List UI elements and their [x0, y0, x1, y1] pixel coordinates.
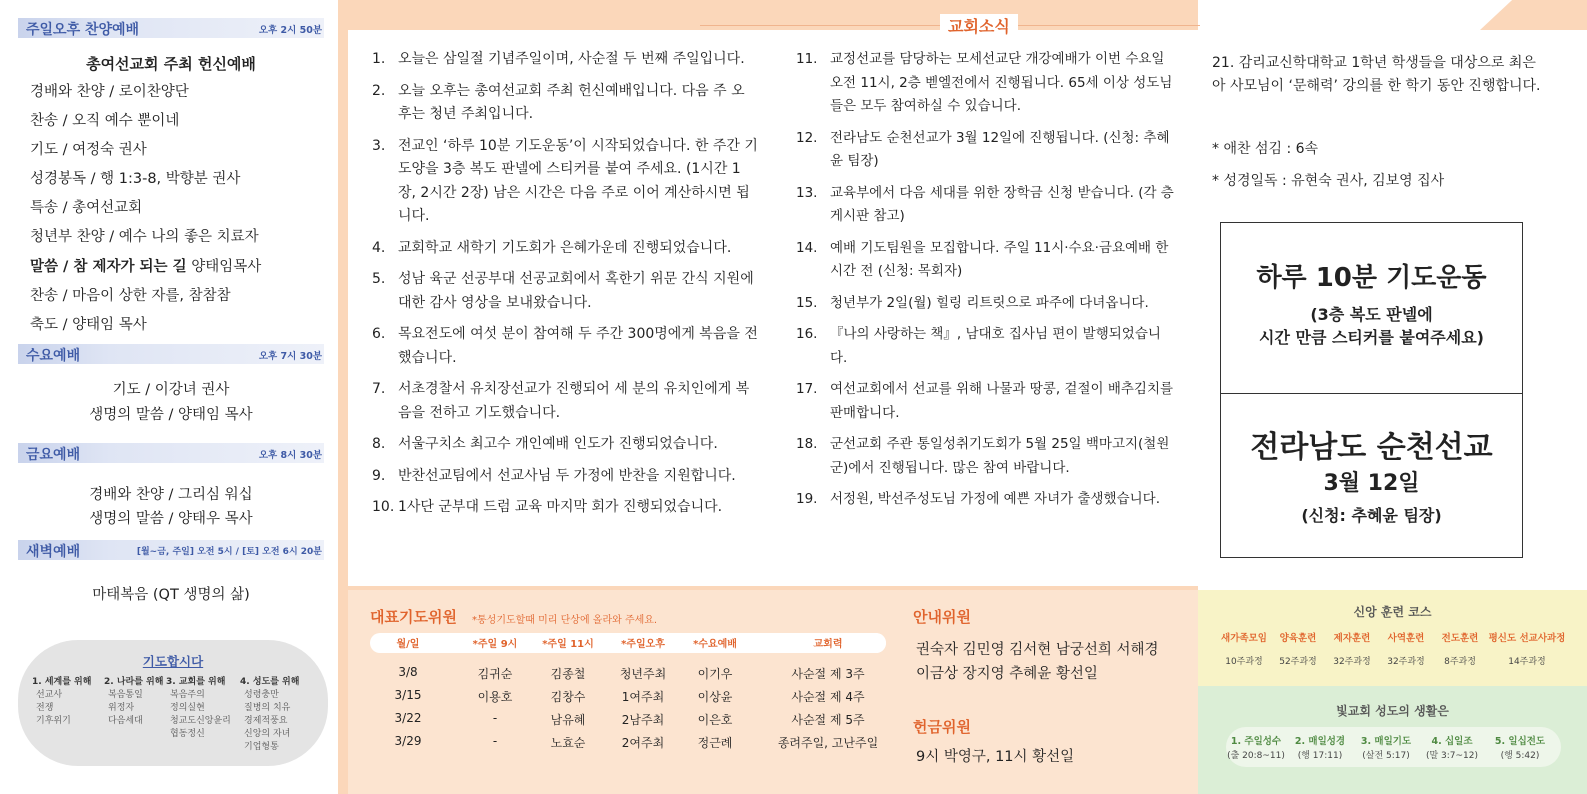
header-wed: *수요예배: [693, 639, 737, 650]
section-time: [월~금, 주일] 오전 5시 / [토] 오전 6시 20분: [136, 547, 322, 557]
course-name: 새가족모임: [1221, 633, 1267, 644]
prayer-item: 청교도신앙윤리: [170, 716, 231, 726]
news-number: 11.: [796, 51, 818, 67]
prayer-column: [32, 676, 106, 728]
news-text: 교회학교 새학기 기도회가 은혜가운데 진행되었습니다.: [398, 239, 732, 256]
prayer-column: [240, 676, 314, 754]
news-text: 서울구치소 최고수 개인예배 인도가 진행되었습니다.: [398, 436, 718, 452]
news-number: 5.: [372, 271, 386, 287]
sermon-row: [30, 255, 261, 276]
program-row: 기도 / 이강녀 권사: [112, 382, 230, 398]
prayer-column-head: 1. 세계를 위해: [32, 677, 92, 687]
mission-title: 전라남도 순천선교: [1250, 430, 1493, 465]
program-row: 경배와 찬양 / 로이찬양단: [30, 84, 189, 100]
course-name: 양육훈련: [1279, 633, 1317, 644]
life-item-ref: (살전 5:17): [1362, 751, 1410, 761]
course-name: 전도훈련: [1441, 633, 1479, 644]
wednesday-header: [18, 344, 324, 364]
course-length: 8주과정: [1444, 657, 1476, 667]
news-item: [372, 496, 758, 520]
news-item: [372, 237, 758, 261]
news-item: [796, 433, 1176, 480]
program-row: 기도 / 여정숙 권사: [30, 142, 147, 158]
course-length: 10주과정: [1225, 657, 1263, 667]
course-length: 32주과정: [1387, 657, 1425, 667]
life-item-name: 2. 매일성경: [1294, 736, 1346, 747]
table-cell: 이용호: [477, 690, 513, 704]
news-text: 1사단 군부대 드럼 교육 마지막 회가 진행되었습니다.: [398, 499, 723, 515]
table-cell: 김창수: [550, 690, 586, 704]
news-number: 8.: [372, 436, 386, 452]
life-title: 빛교회 성도의 생활은: [1336, 704, 1449, 718]
news-number: 9.: [372, 467, 386, 484]
news-text: 교육부에서 다음 세대를 위한 장학금 신청 받습니다. (각 층 게시판 참고): [830, 184, 1174, 224]
course-name: 제자훈련: [1333, 633, 1371, 644]
life-item-name: 3. 매일기도: [1360, 736, 1412, 747]
header-sunpm: *주일오후: [621, 639, 665, 650]
offering-line: 9시 박영구, 11시 황선일: [916, 749, 1075, 765]
news-text: 『나의 사랑하는 책』, 남대호 집사님 편이 발행되었습니다.: [830, 326, 1161, 366]
mission-contact: (신청: 추혜윤 팀장): [1301, 506, 1442, 525]
news-number: 13.: [796, 184, 818, 201]
news-item-21: 21. 감리교신학대학교 1학년 학생들을 대상으로 최은아 사모님이 ‘문해력’ 강의를 한 학기 동안 진행합니다.: [1212, 55, 1541, 94]
news-item: [372, 48, 758, 72]
news-number: 4.: [372, 239, 386, 256]
section-title: 새벽예배: [26, 544, 81, 560]
table-cell: 이상윤: [697, 690, 733, 704]
prayer-item: 기후위기: [36, 716, 71, 726]
program-row: 생명의 말씀 / 양태임 목사: [89, 407, 253, 423]
service-title: 총여선교회 주최 헌신예배: [86, 55, 256, 73]
news-text: 성남 육군 선공부대 선공교회에서 혹한기 위문 간식 지원에 대한 감사 영상을 보내왔습니다.: [398, 271, 754, 311]
news-item: [372, 465, 758, 489]
news-number: 15.: [796, 294, 818, 311]
news-number: 7.: [372, 381, 386, 397]
news-text: 오늘은 삼일절 기념주일이며, 사순절 두 번째 주일입니다.: [398, 51, 745, 67]
campaign-sub: 시간 만큼 스티커를 붙여주세요): [1259, 328, 1484, 347]
header-date: 월/일: [396, 639, 420, 650]
table-cell: 3/15: [394, 688, 422, 702]
program-row: 경배와 찬양 / 그리심 워십: [89, 487, 253, 503]
news-item: [372, 378, 758, 425]
prayer-item: 복음통일: [108, 690, 143, 700]
program-row: 특송 / 총여선교회: [30, 200, 143, 216]
prayer-item: 성령충만: [244, 690, 279, 700]
news-text: 전교인 ‘하루 10분 기도운동’이 시작되었습니다. 한 주간 기도양을 3층 복도 판넬에 스티커를 붙여 주세요. (1시간 1장, 2시간 2장) 남은 시간은 다음 주로 이어 계산하시면 됩니다.: [398, 137, 758, 224]
sunday-pm-header: [18, 18, 324, 38]
prayer-item: 기업형통: [244, 742, 279, 752]
program-row: 찬송 / 마음이 상한 자를, 참참참: [30, 288, 231, 304]
sermon-speaker: 양태임목사: [191, 259, 262, 275]
fellowship-note: * 애찬 섬김 : 6속: [1212, 141, 1319, 157]
news-number: 19.: [796, 491, 818, 507]
news-number: 6.: [372, 326, 386, 342]
news-text: 교정선교를 담당하는 모세선교단 개강예배가 이번 수요일 오전 11시, 2층 벧엘전에서 진행됩니다. 65세 이상 성도님들은 모두 참여하실 수 있습니다.: [830, 51, 1173, 114]
table-cell: -: [492, 734, 498, 748]
news-item: [796, 48, 1176, 119]
mission-box: [1220, 393, 1523, 558]
news-item: [372, 135, 758, 229]
program-row: 생명의 말씀 / 양태우 목사: [89, 511, 253, 527]
table-cell: 이기우: [697, 667, 733, 681]
campaign-title: 하루 10분 기도운동: [1256, 263, 1487, 293]
news-number: 16.: [796, 326, 818, 342]
header-sun9: *주일 9시: [472, 639, 518, 650]
news-text: 서정원, 박선주성도님 가정에 예쁜 자녀가 출생했습니다.: [830, 491, 1160, 507]
life-item-name: 5. 일십전도: [1494, 736, 1546, 747]
program-row: 마태복음 (QT 생명의 삶): [92, 587, 250, 603]
table-cell: 3/22: [394, 711, 422, 725]
news-text: 반찬선교팀에서 선교사님 두 가정에 반찬을 지원합니다.: [398, 467, 736, 484]
news-text: 여선교회에서 선교를 위해 나물과 땅콩, 겉절이 배추김치를 판매합니다.: [830, 381, 1174, 421]
prayer-item: 다음세대: [108, 716, 143, 726]
news-item: [796, 127, 1176, 174]
life-item-ref: (출 20:8~11): [1227, 751, 1285, 761]
table-cell: 정근례: [697, 736, 733, 750]
program-row: 성경봉독 / 행 1:3-8, 박향분 권사: [30, 171, 241, 187]
news-text: 오늘 오후는 총여선교회 주최 헌신예배입니다. 다음 주 오후는 청년 주최입니다.: [398, 82, 745, 122]
prayer-column: [166, 676, 240, 741]
prayer-column-head: 2. 나라를 위해: [104, 677, 164, 687]
prayer-item: 전쟁: [36, 703, 54, 713]
news-item: [796, 182, 1176, 229]
news-column-1: [372, 48, 758, 528]
dawn-header: [18, 540, 324, 560]
life-item-ref: (행 17:11): [1297, 751, 1343, 761]
ushers-line: 권숙자 김민영 김서현 남궁선희 서해경: [916, 642, 1159, 658]
life-item-ref: (말 3:7~12): [1425, 751, 1479, 761]
prayer-leaders-title: 대표기도위원: [370, 608, 457, 626]
program-row: 청년부 찬양 / 예수 나의 좋은 치료자: [30, 229, 259, 245]
table-cell: 김귀순: [477, 667, 513, 681]
table-cell: 1여주최: [621, 690, 665, 704]
table-cell: 사순절 제 3주: [791, 667, 865, 681]
header-calendar: 교회력: [813, 639, 843, 650]
news-item: [796, 378, 1176, 425]
table-cell: 김종철: [550, 667, 586, 681]
training-title: 신앙 훈련 코스: [1353, 605, 1432, 619]
table-cell: 3/29: [394, 734, 422, 748]
program-row: 찬송 / 오직 예수 뿐이네: [30, 113, 180, 129]
course-name: 사역훈련: [1387, 633, 1425, 644]
table-cell: 사순절 제 5주: [791, 713, 865, 727]
news-number: 10.: [372, 499, 395, 515]
section-time: 오후 7시 30분: [258, 351, 322, 362]
section-time: 오후 2시 50분: [258, 25, 322, 36]
sermon-label: 말씀 / 참 제자가 되는 길: [30, 259, 187, 275]
campaign-sub: (3층 복도 판넬에: [1310, 305, 1433, 324]
table-cell: -: [492, 711, 498, 725]
news-text: 청년부가 2일(월) 힐링 리트릿으로 파주에 다녀옵니다.: [830, 294, 1149, 311]
news-text: 예배 기도팀원을 모집합니다. 주일 11시·수요·금요예배 한 시간 전 (신청: 목회자): [830, 239, 1169, 279]
section-time: 오후 8시 30분: [258, 450, 322, 461]
table-cell: 사순절 제 4주: [791, 690, 865, 704]
news-text: 목요전도에 여섯 분이 참여해 두 주간 300명에게 복음을 전했습니다.: [398, 326, 758, 366]
table-cell: 종려주일, 고난주일: [777, 736, 879, 750]
prayer-campaign-box: [1220, 222, 1523, 394]
news-number: 17.: [796, 381, 818, 397]
prayer-leaders-note: *통성기도할때 미리 단상에 올라와 주세요.: [472, 615, 658, 626]
prayer-item: 선교사: [36, 690, 63, 700]
course-length: 52주과정: [1279, 657, 1317, 667]
table-cell: 3/8: [398, 665, 418, 679]
ushers-title: 안내위원: [913, 608, 971, 626]
prayer-item: 복음주의: [170, 690, 205, 700]
bible-reading-note: * 성경일독 : 유현숙 권사, 김보영 집사: [1212, 173, 1445, 189]
prayer-item: 협동정신: [170, 729, 205, 739]
prayer-item: 신앙의 자녀: [244, 729, 291, 739]
ushers-line: 이금상 장지영 추혜윤 황선일: [916, 666, 1098, 682]
section-title: 수요예배: [26, 348, 81, 364]
offering-title: 헌금위원: [913, 718, 971, 736]
table-cell: 노효순: [550, 736, 586, 750]
news-title: 교회소식: [940, 14, 1018, 37]
news-item: [796, 237, 1176, 284]
news-item: [796, 323, 1176, 370]
worship-schedule-column: [0, 0, 340, 794]
course-length: 32주과정: [1333, 657, 1371, 667]
prayer-topics-box: [18, 640, 328, 766]
prayer-column-head: 4. 성도를 위해: [240, 677, 300, 687]
news-text: 서초경찰서 유치장선교가 진행되어 세 분의 유치인에게 복음을 전하고 기도했습니다.: [398, 381, 750, 421]
news-text: 군선교회 주관 통일성취기도회가 5월 25일 백마고지(철원군)에서 진행됩니다. 많은 참여 바랍니다.: [830, 436, 1170, 476]
news-number: 3.: [372, 137, 386, 154]
prayer-item: 정의실현: [170, 703, 205, 713]
news-number: 1.: [372, 51, 386, 67]
news-number: 18.: [796, 436, 818, 452]
table-cell: 청년주최: [619, 667, 667, 681]
news-item: [372, 268, 758, 315]
news-number: 2.: [372, 82, 386, 99]
course-length: 14주과정: [1508, 657, 1546, 667]
life-item-ref: (행 5:42): [1500, 751, 1540, 761]
mission-date: 3월 12일: [1323, 471, 1420, 496]
table-cell: 남유혜: [550, 713, 586, 727]
prayer-item: 위정자: [108, 703, 135, 713]
prayer-title: 기도합시다: [142, 654, 204, 669]
life-item-name: 4. 십일조: [1431, 736, 1473, 747]
prayer-column-head: 3. 교회를 위해: [166, 677, 226, 687]
news-item: [796, 488, 1176, 512]
news-item: [372, 80, 758, 127]
news-text: 전라남도 순천선교가 3월 12일에 진행됩니다. (신청: 추혜윤 팀장): [830, 129, 1170, 169]
friday-header: [18, 443, 324, 463]
life-item-name: 1. 주일성수: [1230, 736, 1282, 747]
table-cell: 2남주최: [621, 713, 665, 727]
section-title: 주일오후 찬양예배: [26, 22, 140, 38]
news-column-2: [796, 48, 1176, 520]
course-name: 평신도 선교사과정: [1488, 633, 1566, 644]
table-cell: 2여주최: [621, 736, 665, 750]
table-cell: 이은호: [697, 713, 733, 727]
news-item: [372, 433, 758, 457]
header-sun11: *주일 11시: [542, 639, 594, 650]
prayer-item: 경제적풍요: [244, 716, 288, 726]
news-number: 12.: [796, 129, 818, 146]
news-number: 14.: [796, 239, 818, 256]
prayer-item: 질병의 치유: [244, 703, 291, 713]
news-item: [372, 323, 758, 370]
program-row: 축도 / 양태임 목사: [30, 317, 147, 333]
news-item: [796, 292, 1176, 316]
section-title: 금요예배: [26, 447, 81, 463]
